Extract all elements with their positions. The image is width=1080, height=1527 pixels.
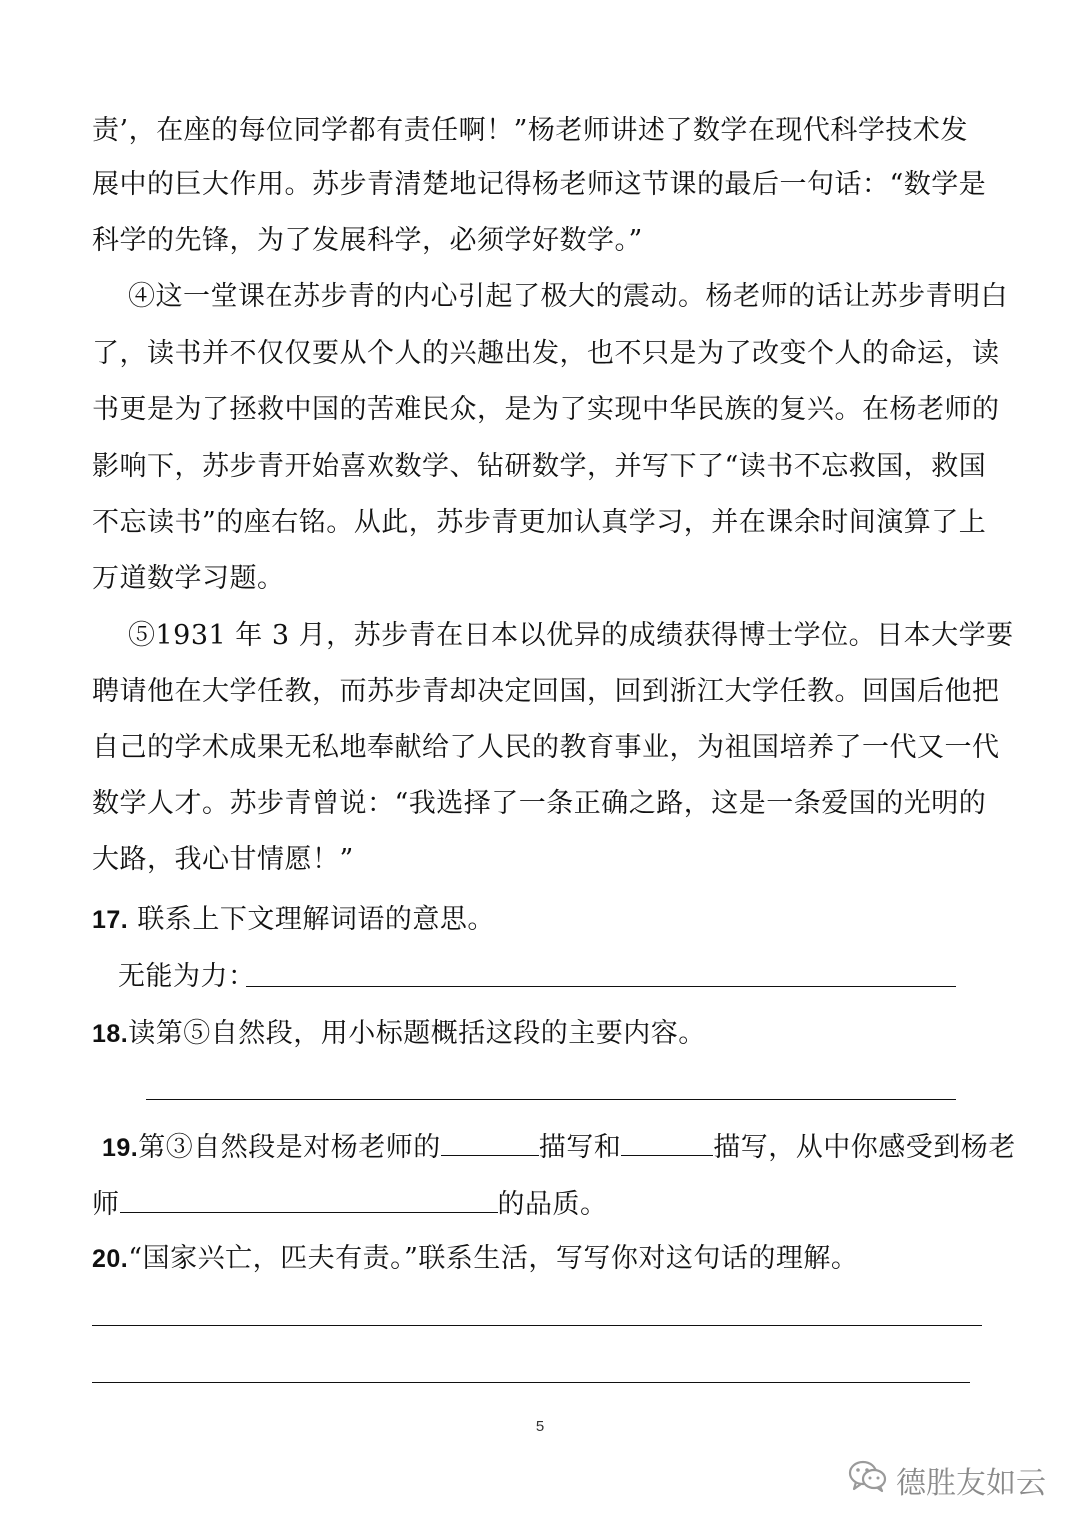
wechat-icon [848, 1459, 888, 1501]
question-18-number: 18. [92, 1020, 129, 1048]
passage-line-1: 责’，在座的每位同学都有责任啊！”杨老师讲述了数学在现代科学技术发 [92, 115, 968, 146]
passage-line-10: ⑤1931 年 3 月，苏步青在日本以优异的成绩获得博士学位。日本大学要 [128, 620, 1014, 651]
question-17-term: 无能为力： [118, 961, 256, 992]
question-17-number: 17. [92, 906, 129, 934]
passage-line-5: 了，读书并不仅仅要从个人的兴趣出发，也不只是为了改变个人的命运，读 [92, 338, 1000, 369]
question-19-part1: 第③自然段是对杨老师的 [138, 1132, 441, 1163]
question-19-blank-3[interactable] [120, 1186, 498, 1213]
page-number: 5 [535, 1418, 545, 1435]
question-20-text: “国家兴亡，匹夫有责。”联系生活，写写你对这句话的理解。 [128, 1243, 859, 1274]
question-17-text: 联系上下文理解词语的意思。 [128, 904, 495, 935]
passage-line-11: 聘请他在大学任教，而苏步青却决定回国，回到浙江大学任教。回国后他把 [92, 676, 1000, 707]
question-18-answer-line[interactable] [146, 1099, 956, 1100]
question-20 [92, 1242, 858, 1276]
passage-line-13: 数学人才。苏步青曾说：“我选择了一条正确之路，这是一条爱国的光明的 [92, 788, 987, 819]
question-19 [102, 1129, 1016, 1165]
question-20-answer-line-2[interactable] [92, 1382, 970, 1383]
question-18-text: 读第⑤自然段，用小标题概括这段的主要内容。 [128, 1018, 706, 1049]
passage-line-3: 科学的先锋，为了发展科学，必须学好数学。” [92, 225, 643, 256]
question-19-blank-1[interactable] [441, 1129, 539, 1156]
question-19-number: 19. [102, 1134, 139, 1162]
passage-line-12: 自己的学术成果无私地奉献给了人民的教育事业，为祖国培养了一代又一代 [92, 732, 1000, 763]
question-19-part3: 描写，从中你感受到杨老 [713, 1132, 1016, 1163]
passage-line-6: 书更是为了拯救中国的苦难民众，是为了实现中华民族的复兴。在杨老师的 [92, 394, 1000, 425]
passage-line-2: 展中的巨大作用。苏步青清楚地记得杨老师这节课的最后一句话：“数学是 [92, 169, 987, 200]
passage-line-8: 不忘读书”的座右铭。从此，苏步青更加认真学习，并在课余时间演算了上 [92, 507, 987, 538]
passage-line-7: 影响下，苏步青开始喜欢数学、钻研数学，并写下了“读书不忘救国，救国 [92, 451, 987, 482]
passage-line-4: ④这一堂课在苏步青的内心引起了极大的震动。杨老师的话让苏步青明白 [128, 281, 1008, 312]
watermark [848, 1458, 1046, 1502]
question-19-blank-2[interactable] [621, 1129, 713, 1156]
passage-line-9: 万道数学习题。 [92, 563, 285, 594]
question-17 [92, 903, 495, 937]
question-19-part5: 的品质。 [497, 1189, 608, 1220]
question-19-continued [92, 1186, 608, 1222]
passage-line-14: 大路，我心甘情愿！” [92, 844, 354, 875]
question-18 [92, 1017, 706, 1051]
question-20-number: 20. [92, 1245, 129, 1273]
question-17-answer-line[interactable] [246, 986, 956, 987]
watermark-text: 德胜友如云 [896, 1466, 1046, 1501]
question-19-part4: 师 [92, 1189, 120, 1220]
question-19-part2: 描写和 [538, 1132, 622, 1163]
question-20-answer-line-1[interactable] [92, 1325, 982, 1326]
